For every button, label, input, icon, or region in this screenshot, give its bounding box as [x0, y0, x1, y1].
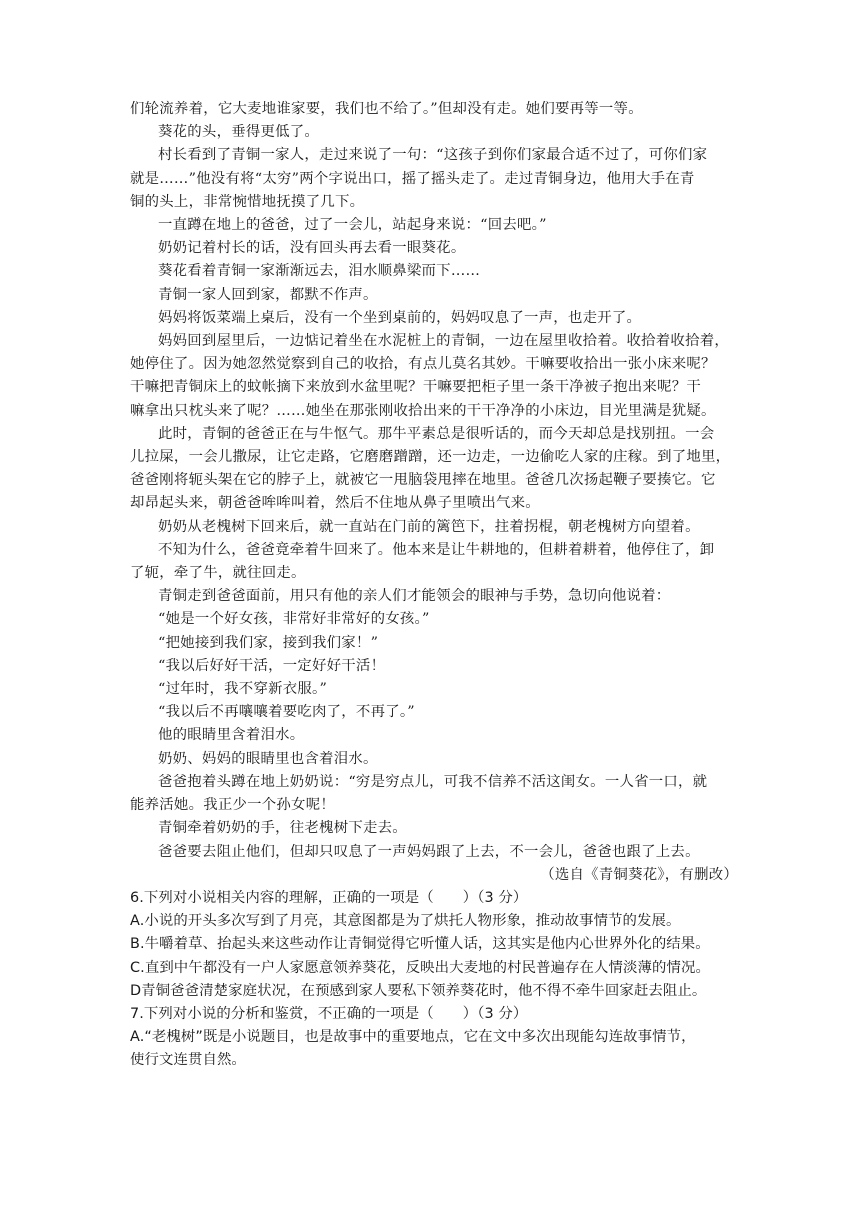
story-paragraph-p19 [130, 724, 740, 747]
question-option: A.小说的开头多次写到了月亮，其意图都是为了烘托人物形象，推动故事情节的发展。 [130, 913, 681, 930]
story-paragraph-p03 [130, 144, 740, 214]
paragraph-line: 干嘛把青铜床上的蚊帐摘下来放到水盆里呢？干嘛要把柜子里一条干净被子抱出来呢？干 [130, 379, 701, 396]
story-paragraph-p22 [130, 817, 740, 840]
story-paragraph-p04 [130, 214, 740, 237]
paragraph-line: “我以后好好干活，一定好好干活！ [158, 657, 386, 674]
paragraph-line: 妈妈回到屋里后，一边惦记着坐在水泥桩上的青铜，一边在屋里收拾着。收拾着收拾着， [158, 333, 729, 350]
paragraph-line: 葵花看着青铜一家渐渐远去，泪水顺鼻梁而下…… [158, 263, 481, 280]
source-citation: （选自《青铜葵花》，有删改） [540, 866, 738, 883]
story-paragraph-p01 [130, 98, 740, 121]
paragraph-line: 却昂起头来，朝爸爸哞哞叫着，然后不住地从鼻子里喷出气来。 [130, 495, 540, 512]
story-paragraph-p06 [130, 260, 740, 283]
paragraph-line: 奶奶、妈妈的眼睛里也含着泪水。 [158, 750, 378, 767]
story-paragraph-p12 [130, 539, 740, 585]
paragraph-line: 此时，青铜的爸爸正在与牛怄气。那牛平素总是很听话的，而今天却总是找别扭。一会 [158, 425, 715, 442]
paragraph-line: “她是一个好女孩，非常好非常好的女孩。” [158, 611, 430, 628]
story-paragraph-p16 [130, 655, 740, 678]
paragraph-line: 爸爸抱着头蹲在地上奶奶说：“穷是穷点儿，可我不信养不活这闺女。一人省一口，就 [158, 773, 708, 790]
story-paragraph-p18 [130, 701, 740, 724]
paragraph-line: 不知为什么，爸爸竟牵着牛回来了。他本来是让牛耕地的，但耕着耕着，他停住了，卸 [158, 541, 715, 558]
story-paragraph-p02 [130, 121, 740, 144]
paragraph-line: 们轮流养着，它大麦地谁家要，我们也不给了。”但却没有走。她们要再等一等。 [130, 101, 643, 117]
paragraph-line: 嘛拿出只枕头来了呢？……她坐在那张刚收拾出来的干干净净的小床边，目光里满是犹疑。 [130, 402, 716, 419]
question-option: D青铜爸爸清楚家庭状况，在预感到家人要私下领养葵花时，他不得不牵牛回家赶去阻止。 [130, 982, 707, 999]
story-excerpt [130, 98, 740, 864]
paragraph-line: 儿拉屎，一会儿撒尿，让它走路，它磨磨蹭蹭，还一边走，一边偷吃人家的庄稼。到了地里， [130, 449, 731, 466]
paragraph-line: “我以后不再嚷嚷着要吃肉了，不再了。” [158, 704, 415, 721]
paragraph-line: 爸爸要去阻止他们，但却只叹息了一声妈妈跟了上去，不一会儿，爸爸也跟了上去。 [158, 843, 700, 860]
question-option: A.“老槐树”既是小说题目，也是故事中的重要地点，它在文中多次出现能勾连故事情节， [130, 1029, 696, 1046]
story-paragraph-p21 [130, 771, 740, 817]
story-paragraph-p17 [130, 678, 740, 701]
question-option: C.直到中午都没有一户人家愿意领养葵花，反映出大麦地的村民普遍存在人情淡薄的情况。 [130, 959, 710, 976]
question-section [130, 887, 740, 1073]
paragraph-line: 葵花的头，垂得更低了。 [158, 124, 320, 141]
story-paragraph-p20 [130, 748, 740, 771]
paragraph-line: 就是……”他没有将“太穷”两个字说出口，摇了摇头走了。走过青铜身边，他用大手在青 [130, 170, 695, 187]
story-paragraph-p23 [130, 841, 740, 864]
paragraph-line: 青铜牵着奶奶的手，往老槐树下走去。 [158, 820, 407, 837]
paragraph-line: 青铜一家人回到家，都默不作声。 [158, 286, 378, 303]
story-paragraph-p05 [130, 237, 740, 260]
story-paragraph-p07 [130, 284, 740, 307]
question-stem: 7.下列对小说的分析和鉴赏，不正确的一项是（ ）（3 分） [130, 1005, 528, 1022]
paragraph-line: 她停住了。因为她忽然觉察到自己的收拾，有点儿莫名其妙。干嘛要收拾出一张小床来呢？ [130, 356, 716, 373]
paragraph-line: 爸爸刚将轭头架在它的脖子上，就被它一甩脑袋甩摔在地里。爸爸几次扬起鞭子要揍它。它 [130, 472, 716, 489]
story-paragraph-p13 [130, 585, 740, 608]
paragraph-line: 铜的头上，非常惋惜地抚摸了几下。 [130, 193, 365, 210]
story-paragraph-p09 [130, 330, 740, 423]
paragraph-line: “把她接到我们家，接到我们家！” [158, 634, 379, 651]
paragraph-line: 青铜走到爸爸面前，用只有他的亲人们才能领会的眼神与手势，急切向他说着： [158, 588, 671, 605]
question-stem: 6.下列对小说相关内容的理解，正确的一项是（ ）（3 分） [130, 889, 528, 906]
paragraph-line: 一直蹲在地上的爸爸，过了一会儿，站起身来说：“回去吧。” [158, 217, 547, 234]
story-paragraph-p15 [130, 632, 740, 655]
story-paragraph-p08 [130, 307, 740, 330]
question-option: B.牛嚼着草、抬起头来这些动作让青铜觉得它听懂人话，这其实是他内心世界外化的结果。 [130, 936, 710, 953]
story-paragraph-p10 [130, 423, 740, 516]
question-option: 使行文连贯自然。 [130, 1052, 246, 1069]
paragraph-line: 他的眼睛里含着泪水。 [158, 727, 305, 744]
paragraph-line: 奶奶从老槐树下回来后，就一直站在门前的篱笆下，拄着拐棍，朝老槐树方向望着。 [158, 518, 700, 535]
paragraph-line: 奶奶记着村长的话，没有回头再去看一眼葵花。 [158, 240, 466, 257]
paragraph-line: 能养活她。我正少一个孙女呢！ [130, 797, 335, 814]
paragraph-line: 村长看到了青铜一家人，走过来说了一句：“这孩子到你们家最合适不过了，可你们家 [158, 147, 708, 164]
paragraph-line: “过年时，我不穿新衣服。” [158, 681, 328, 698]
story-paragraph-p14 [130, 608, 740, 631]
paragraph-line: 妈妈将饭菜端上桌后，没有一个坐到桌前的，妈妈叹息了一声，也走开了。 [158, 309, 642, 326]
paragraph-line: 了轭，牵了牛，就往回走。 [130, 565, 306, 582]
story-paragraph-p11 [130, 516, 740, 539]
